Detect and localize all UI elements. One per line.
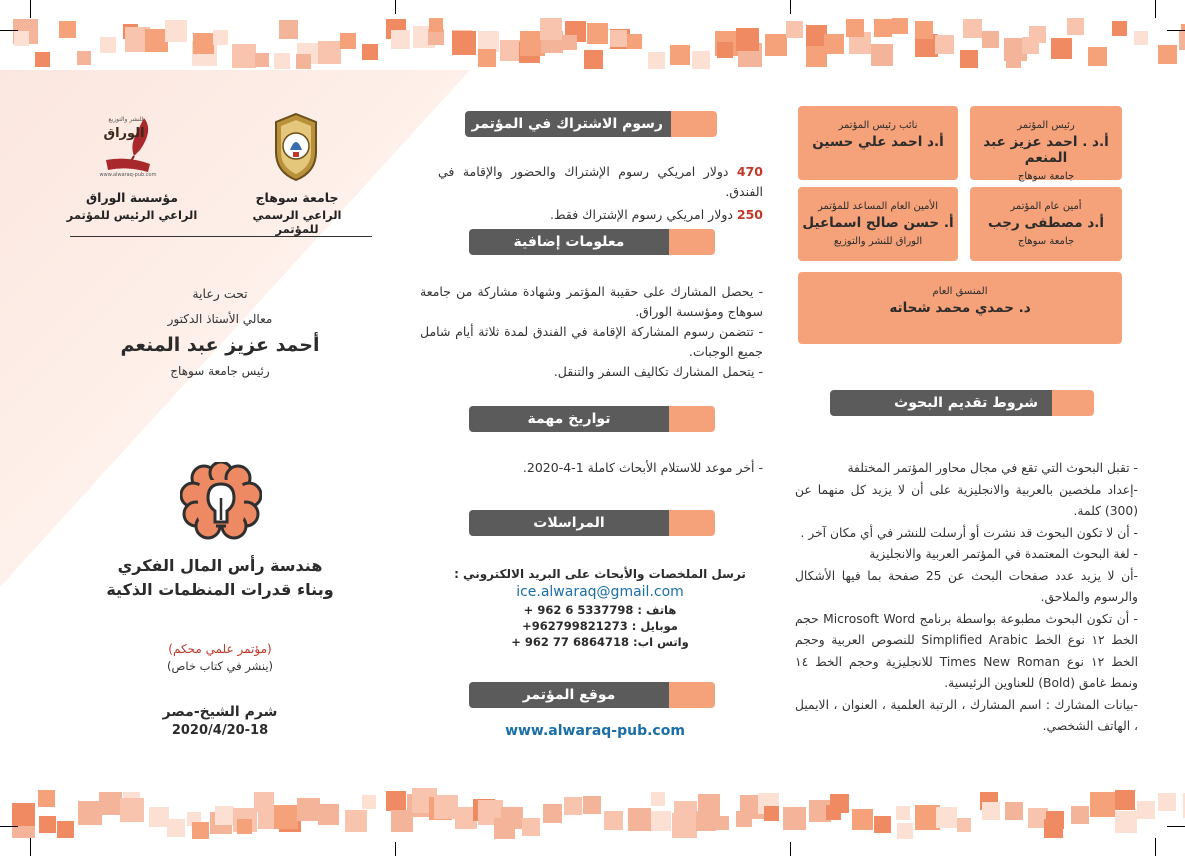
- decorative-square: [120, 798, 144, 822]
- committee-org: الوراق للنشر والتوزيع: [833, 236, 923, 247]
- decorative-square: [167, 819, 185, 837]
- decorative-triangle-background: [0, 70, 470, 788]
- decorative-square: [540, 18, 562, 40]
- conference-title-line1: هندسة رأس المال الفكري: [117, 556, 323, 575]
- fee-amount-basic: 250: [736, 207, 763, 222]
- contact-heading: المراسلات: [469, 510, 669, 536]
- decorative-square: [318, 41, 341, 64]
- decorative-square: [736, 28, 759, 51]
- patronage-name: أحمد عزيز عبد المنعم: [120, 334, 320, 356]
- decorative-square: [59, 21, 76, 38]
- crop-mark: [1155, 0, 1156, 18]
- fees-heading: رسوم الاشتراك في المؤتمر: [465, 111, 671, 137]
- contact-phone: هاتف : 5337798 6 962 +: [523, 603, 677, 617]
- decorative-square: [783, 807, 806, 830]
- decorative-square: [213, 30, 228, 45]
- patronage-position: رئيس جامعة سوهاج: [170, 364, 270, 378]
- sohag-sponsor-role: الراعي الرسمي للمؤتمر: [252, 208, 342, 236]
- website-header: [469, 682, 715, 708]
- list-item: - أن تكون البحوث مطبوعة بواسطة برنامج Microsoft Word حجم الخط ١٢ نوع الخط Simplified Arabic للنصوص العربية وحجم الخط ١٢ نوع Times New Roman للانجليزية وحجم الخط ١٤ ونمط غامق (Bold) للعناوين الرئيسية.: [795, 611, 1139, 690]
- fee-text-basic: دولار امريكي رسوم الإشتراك فقط.: [550, 207, 737, 222]
- decorative-square: [452, 31, 476, 55]
- header-accent: [669, 682, 715, 708]
- contact-whatsapp: واتس اب: 6864718 77 962 +: [511, 635, 689, 649]
- committee-card-secretary: [970, 187, 1122, 261]
- brain-lightbulb-icon: [180, 462, 262, 542]
- deadline-text: - أخر موعد للاستلام الأبحاث كاملة 1-4-2020.: [522, 460, 763, 475]
- submission-header: [830, 390, 1094, 416]
- decorative-square: [564, 797, 582, 815]
- decorative-square: [386, 791, 406, 811]
- contact-header: [469, 510, 715, 536]
- committee-card-vice-chair: [798, 106, 958, 180]
- crop-mark: [1155, 838, 1156, 856]
- decorative-square: [627, 34, 642, 49]
- committee-name: أ.د . احمد عزيز عبد المنعم: [983, 134, 1109, 166]
- decorative-square: [165, 20, 187, 42]
- decorative-square: [604, 811, 623, 830]
- decorative-square: [255, 53, 269, 67]
- decorative-square: [1090, 792, 1115, 817]
- decorative-square: [982, 31, 999, 48]
- decorative-square: [12, 803, 35, 826]
- decorative-square: [692, 51, 710, 69]
- decorative-square: [1088, 47, 1107, 66]
- decorative-square: [478, 49, 496, 67]
- decorative-square: [648, 52, 665, 69]
- fee-text-full: دولار امريكي رسوم الإشتراك والحضور والإقامة في الفندق.: [438, 164, 763, 199]
- submission-heading: شروط تقديم البحوث: [830, 390, 1052, 416]
- patronage-title: معالي الأستاذ الدكتور: [167, 312, 273, 326]
- decorative-square: [915, 21, 933, 39]
- fee-amount-full: 470: [736, 164, 763, 179]
- decorative-square: [764, 806, 779, 821]
- extra-info-heading: معلومات إضافية: [469, 229, 669, 255]
- list-item: - يحصل المشارك على حقيبة المؤتمر وشهادة مشاركة من جامعة سوهاج ومؤسسة الوراق.: [420, 284, 763, 319]
- alwaraq-logo-text: الوراق: [103, 126, 145, 141]
- website-link[interactable]: www.alwaraq-pub.com: [505, 723, 685, 739]
- decorative-square: [717, 42, 733, 58]
- committee-role: أمين عام المؤتمر: [1010, 201, 1082, 212]
- decorative-square: [935, 35, 954, 54]
- committee-name: أ. حسن صالح اسماعيل: [802, 215, 954, 231]
- list-item: - تتضمن رسوم المشاركة الإقامة في الفندق لمدة ثلاثة أيام شامل جميع الوجبات.: [420, 324, 763, 359]
- publication-label: (ينشر في كتاب خاص): [166, 659, 274, 673]
- crop-mark: [0, 30, 18, 31]
- dates-heading: تواريخ مهمة: [469, 406, 669, 432]
- list-item: - تقبل البحوث التي تقع في مجال محاور المؤتمر المختلفة: [847, 461, 1138, 475]
- decorative-square: [192, 822, 209, 839]
- decorative-square: [362, 44, 378, 60]
- decorative-square: [57, 821, 74, 838]
- decorative-square: [562, 35, 577, 50]
- fees-header: [465, 111, 717, 137]
- decorative-square: [1158, 793, 1176, 811]
- alwaraq-sponsor-role: الراعي الرئيس للمؤتمر: [66, 208, 198, 222]
- decorative-square: [698, 794, 720, 816]
- committee-role: رئيس المؤتمر: [1017, 120, 1075, 131]
- decorative-square: [651, 811, 671, 831]
- list-item: -بيانات المشارك : اسم المشارك ، الرتبة العلمية ، العنوان ، الايميل ، الهاتف الشخصي.: [795, 697, 1138, 733]
- list-item: - لغة البحوث المعتمدة في المؤتمر العربية والانجليزية: [869, 547, 1138, 561]
- conference-dates: 2020/4/20-18: [171, 723, 269, 738]
- decorative-square: [149, 807, 169, 827]
- fold-mark: [395, 842, 396, 856]
- decorative-square: [500, 40, 521, 61]
- alwaraq-sponsor-name: مؤسسة الوراق: [86, 190, 178, 205]
- decorative-square: [1134, 31, 1148, 45]
- decorative-square: [871, 44, 893, 66]
- decorative-square: [543, 804, 562, 823]
- decorative-square: [583, 796, 601, 814]
- header-accent: [671, 111, 717, 137]
- sohag-sponsor-name: جامعة سوهاج: [255, 190, 339, 205]
- decorative-square: [824, 34, 844, 54]
- decorative-square: [429, 18, 443, 32]
- decorative-square: [279, 20, 298, 39]
- list-item: -أن لا يزيد عدد صفحات البحث عن 25 صفحة بما فيها الأشكال والرسوم والملاحق.: [795, 568, 1138, 604]
- decorative-square: [1067, 18, 1084, 35]
- contact-mobile: موبايل : 962799821273+: [522, 619, 678, 633]
- decorative-square: [587, 23, 608, 44]
- dates-header: [469, 406, 715, 432]
- header-accent: [669, 406, 715, 432]
- committee-card-assistant-secretary: [798, 187, 958, 261]
- committee-card-coordinator: [798, 272, 1122, 344]
- list-item: - أن لا تكون البحوث قد نشرت أو أرسلت للنشر في أي مكان آخر .: [800, 525, 1138, 540]
- crop-mark: [1167, 30, 1185, 31]
- decorative-square: [765, 34, 787, 56]
- contact-intro: ترسل الملخصات والأبحاث على البريد الالكتروني :: [454, 567, 746, 581]
- decorative-square: [318, 804, 339, 825]
- decorative-square: [852, 809, 873, 830]
- committee-role: الأمين العام المساعد للمؤتمر: [817, 201, 939, 212]
- patronage-label: تحت رعاية: [192, 286, 248, 301]
- decorative-square: [846, 19, 864, 37]
- decorative-square: [982, 802, 1000, 820]
- decorative-square: [237, 819, 252, 834]
- extra-info-list: [420, 282, 763, 382]
- decorative-square: [960, 50, 978, 68]
- decorative-square: [274, 805, 298, 829]
- decorative-square: [1029, 26, 1046, 43]
- crop-mark: [30, 838, 31, 856]
- committee-name: أ.د احمد علي حسين: [812, 134, 944, 150]
- decorative-square: [39, 816, 56, 833]
- decorative-square: [628, 808, 651, 831]
- decorative-square: [362, 795, 376, 809]
- header-accent: [669, 510, 715, 536]
- decorative-square: [674, 801, 697, 824]
- alwaraq-logo-sub: للنشر والتوزيع: [108, 116, 144, 123]
- decorative-square: [340, 33, 356, 49]
- committee-org: جامعة سوهاج: [1017, 171, 1075, 182]
- decorative-square: [193, 33, 214, 54]
- decorative-square: [1137, 801, 1155, 819]
- decorative-square: [715, 816, 729, 830]
- decorative-square: [296, 54, 311, 69]
- decorative-square: [522, 818, 540, 836]
- decorative-square: [786, 21, 803, 38]
- decorative-square: [874, 816, 891, 833]
- committee-card-chair: [970, 106, 1122, 180]
- fold-mark: [790, 842, 791, 856]
- committee-role: نائب رئيس المؤتمر: [838, 120, 918, 131]
- header-accent: [669, 229, 715, 255]
- decorative-square: [215, 806, 234, 825]
- decorative-square: [1179, 30, 1185, 50]
- committee-name: د. حمدي محمد شحاته: [889, 300, 1031, 316]
- fees-body: [438, 162, 763, 225]
- crop-mark: [1167, 826, 1185, 827]
- decorative-square: [670, 45, 690, 65]
- top-decorative-band: [0, 18, 1185, 70]
- committee-org: جامعة سوهاج: [1017, 236, 1075, 247]
- decorative-square: [1046, 811, 1064, 829]
- decorative-square: [963, 19, 982, 38]
- conference-title-line2: وبناء قدرات المنظمات الذكية: [106, 580, 334, 599]
- website-heading: موقع المؤتمر: [469, 682, 669, 708]
- decorative-square: [1005, 802, 1023, 820]
- decorative-square: [99, 792, 122, 815]
- decorative-square: [957, 818, 971, 832]
- decorative-square: [1051, 38, 1072, 59]
- committee-role: المنسق العام: [932, 286, 988, 297]
- decorative-square: [38, 790, 55, 807]
- decorative-square: [874, 19, 892, 37]
- alwaraq-logo-url: www.alwaraq-pub.com: [99, 172, 157, 178]
- decorative-square: [494, 818, 515, 839]
- decorative-square: [391, 30, 410, 49]
- decorative-square: [1115, 790, 1135, 810]
- crop-mark: [30, 0, 31, 18]
- fold-mark: [395, 0, 396, 14]
- decorative-square: [100, 37, 116, 53]
- decorative-square: [297, 798, 320, 821]
- decorative-square: [651, 792, 665, 806]
- decorative-square: [1115, 811, 1137, 833]
- decorative-square: [584, 50, 603, 69]
- list-item: - يتحمل المشارك تكاليف السفر والتنقل.: [553, 364, 763, 379]
- decorative-square: [1158, 45, 1177, 64]
- decorative-square: [896, 806, 910, 820]
- header-accent: [1052, 390, 1094, 416]
- decorative-square: [232, 44, 256, 68]
- list-item: -إعداد ملخصين بالعربية والانجليزية على أن لا يزيد كل منهما عن (300) كلمة.: [795, 482, 1138, 518]
- decorative-square: [826, 805, 841, 820]
- decorative-square: [35, 52, 50, 67]
- extra-info-header: [469, 229, 715, 255]
- decorative-square: [897, 823, 913, 839]
- decorative-square: [892, 18, 908, 34]
- committee-name: أ.د مصطفى رجب: [987, 215, 1105, 231]
- decorative-square: [1112, 21, 1127, 36]
- decorative-square: [274, 53, 290, 69]
- decorative-square: [936, 807, 957, 828]
- decorative-square: [610, 30, 627, 47]
- sponsor-divider: [70, 236, 372, 237]
- decorative-square: [77, 51, 91, 65]
- fold-mark: [790, 0, 791, 14]
- peer-reviewed-label: (مؤتمر علمي محكم): [168, 642, 272, 656]
- sohag-university-seal-icon: [270, 112, 322, 182]
- decorative-square: [254, 792, 274, 812]
- decorative-square: [345, 810, 367, 832]
- conference-location: شرم الشيخ-مصر: [162, 704, 278, 720]
- contact-email-link[interactable]: ice.alwaraq@gmail.com: [516, 584, 684, 600]
- crop-mark: [0, 826, 18, 827]
- bottom-decorative-band: [0, 788, 1185, 840]
- decorative-square: [1071, 806, 1089, 824]
- decorative-square: [14, 31, 29, 46]
- submission-list: [795, 458, 1138, 738]
